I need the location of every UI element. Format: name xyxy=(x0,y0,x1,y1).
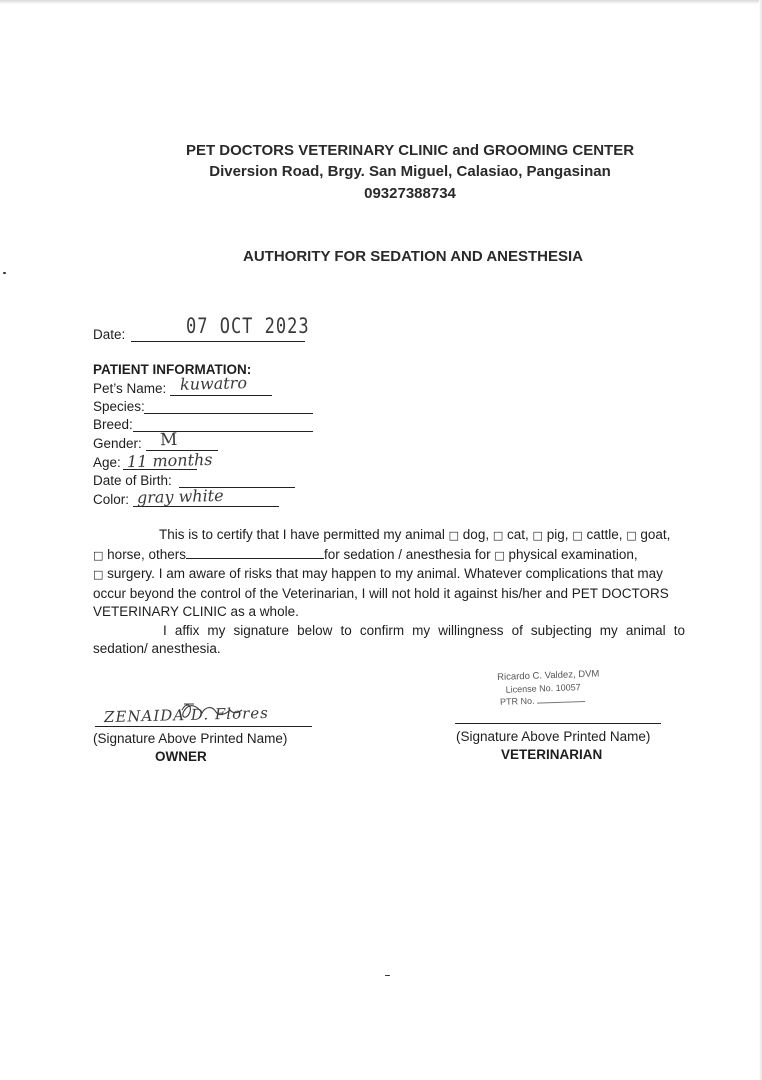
goat-option-label: goat, xyxy=(640,527,671,542)
veterinarian-signature-line xyxy=(455,723,661,724)
goat-checkbox[interactable]: □ xyxy=(626,529,637,542)
form-title: AUTHORITY FOR SEDATION AND ANESTHESIA xyxy=(243,248,584,265)
date-line xyxy=(131,341,305,342)
species-label: Species: xyxy=(93,399,145,414)
gender-value: M xyxy=(159,429,178,451)
date-value: 07 OCT 2023 xyxy=(186,314,310,339)
horse-checkbox[interactable]: □ xyxy=(93,548,104,562)
certification-text: This is to certify that I have permitted my animal xyxy=(159,527,445,542)
owner-signature-line xyxy=(95,726,312,727)
surgery-checkbox[interactable]: □ xyxy=(93,568,104,581)
consent-paragraph: I affix my signature below to confirm my willingness of subjecting my animal to sedation/ anesthesia. xyxy=(93,622,685,656)
gender-label: Gender: xyxy=(93,436,142,451)
scan-speck xyxy=(385,975,390,976)
dog-option-label: dog, xyxy=(462,527,490,542)
pets-name-value: kuwatro xyxy=(179,373,248,394)
date-of-birth-label: Date of Birth: xyxy=(93,473,172,488)
pig-option-label: pig, xyxy=(546,527,569,542)
owner-printed-name: ZENAIDA D. Flores xyxy=(103,703,270,727)
scan-edge xyxy=(0,0,762,4)
veterinarian-signature-caption: (Signature Above Printed Name) xyxy=(456,729,651,744)
others-line xyxy=(186,547,324,559)
surgery-label: surgery. xyxy=(107,566,155,581)
date-label: Date: xyxy=(93,327,126,342)
risk-acknowledgement-text: I am aware of risks that may happen to my animal. Whatever complications that may occur beyond the control of the Veterinarian, I will not hold it against his/her and PET DOCTORS VETERINARY CLINIC as a whole. xyxy=(93,566,669,619)
cat-option-label: cat, xyxy=(507,527,529,542)
stamp-ptr-row xyxy=(498,692,601,708)
scan-speck xyxy=(3,272,6,274)
clinic-address: Diversion Road, Brgy. San Miguel, Calasiao, Pangasinan xyxy=(209,163,611,180)
dog-checkbox[interactable]: □ xyxy=(448,529,460,542)
veterinarian-role: VETERINARIAN xyxy=(501,747,603,762)
stamp-license: License No. 10057 xyxy=(505,682,581,695)
veterinarian-stamp xyxy=(497,668,600,708)
age-label: Age: xyxy=(93,455,121,470)
species-line xyxy=(144,413,313,414)
pets-name-line xyxy=(170,395,272,396)
certification-line-1 xyxy=(93,526,685,546)
pets-name-label: Pet’s Name: xyxy=(93,381,167,396)
patient-info-heading: PATIENT INFORMATION: xyxy=(93,362,252,377)
clinic-name: PET DOCTORS VETERINARY CLINIC and GROOMING CENTER xyxy=(185,142,635,159)
age-value: 11 months xyxy=(126,449,213,472)
certification-line-3 xyxy=(93,565,685,622)
horse-others-label: horse, others xyxy=(107,546,186,562)
certification-line-2 xyxy=(93,546,685,566)
color-value: gray white xyxy=(136,485,224,508)
certification-paragraph xyxy=(93,526,685,659)
clinic-phone: 09327388734 xyxy=(364,185,456,202)
physical-exam-label: physical examination, xyxy=(508,546,638,562)
owner-signature-caption: (Signature Above Printed Name) xyxy=(93,731,288,746)
cat-checkbox[interactable]: □ xyxy=(492,529,504,542)
owner-role: OWNER xyxy=(155,749,207,764)
stamp-ptr-line xyxy=(537,694,585,704)
physical-exam-checkbox[interactable]: □ xyxy=(494,548,505,562)
purpose-text: for sedation / anesthesia for xyxy=(323,546,491,562)
cattle-option-label: cattle, xyxy=(586,527,623,542)
stamp-ptr: PTR No. xyxy=(499,695,535,707)
pig-checkbox[interactable]: □ xyxy=(532,529,543,542)
color-label: Color: xyxy=(93,492,130,507)
stamp-name: Ricardo C. Valdez, DVM xyxy=(497,668,600,683)
cattle-checkbox[interactable]: □ xyxy=(572,529,583,542)
breed-label: Breed: xyxy=(93,417,133,432)
